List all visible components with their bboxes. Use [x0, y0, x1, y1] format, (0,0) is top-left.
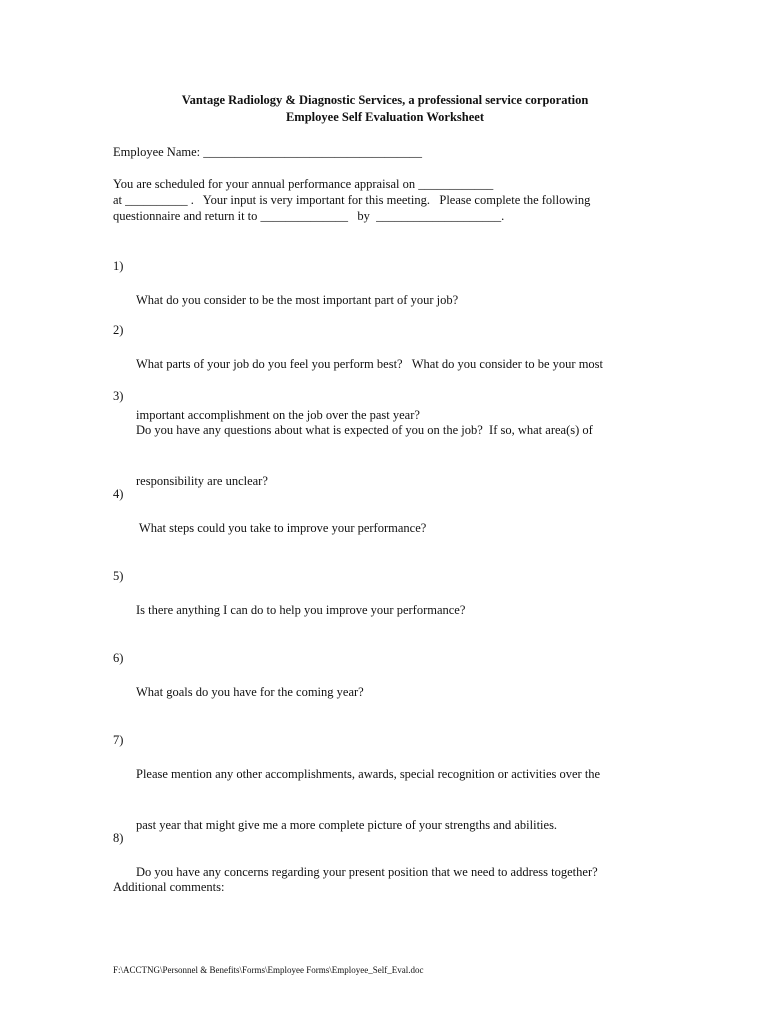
question-text [136, 486, 676, 571]
question-number: 5) [113, 569, 124, 583]
question-text [136, 568, 676, 653]
intro-line-1: You are scheduled for your annual performance appraisal on ____________ [113, 177, 494, 191]
company-name: Vantage Radiology & Diagnostic Services, a professional service corporation [181, 93, 589, 107]
question-line: past year that might give me a more complete picture of your strengths and abilities. [136, 818, 558, 832]
additional-comments-label: Additional comments: [113, 880, 225, 894]
question-line: Is there anything I can do to help you improve your performance? [136, 603, 466, 617]
question-line: Do you have any questions about what is expected of you on the job? If so, what area(s) of [136, 423, 593, 437]
question-number: 3) [113, 389, 124, 403]
question-number: 1) [113, 259, 124, 273]
question-number: 8) [113, 831, 124, 845]
intro-line-3: questionnaire and return it to ______________ by ____________________. [113, 209, 505, 223]
question-number: 4) [113, 487, 124, 501]
question-line: Do you have any concerns regarding your present position that we need to address together? [136, 865, 598, 879]
question-line: What parts of your job do you feel you perform best? What do you consider to be your most [136, 357, 604, 371]
file-path-footer: F:\ACCTNG\Personnel & Benefits\Forms\Employee Forms\Employee_Self_Eval.doc [113, 965, 424, 975]
question-line: important accomplishment on the job over the past year? [136, 408, 420, 422]
employee-name-field: Employee Name: ___________________________________ [113, 145, 422, 159]
form-title: Employee Self Evaluation Worksheet [285, 110, 485, 124]
question-line: responsibility are unclear? [136, 474, 268, 488]
question-number: 6) [113, 651, 124, 665]
intro-line-2: at __________ . Your input is very important for this meeting. Please complete the following [113, 193, 591, 207]
document-header [0, 92, 770, 126]
question-line: What steps could you take to improve your performance? [136, 521, 427, 535]
question-text [136, 830, 676, 915]
question-text [136, 650, 676, 735]
question-line: Please mention any other accomplishments, awards, special recognition or activities over the [136, 767, 601, 781]
question-number: 7) [113, 733, 124, 747]
question-number: 2) [113, 323, 124, 337]
question-line: What goals do you have for the coming year? [136, 685, 364, 699]
question-line: What do you consider to be the most important part of your job? [136, 293, 459, 307]
